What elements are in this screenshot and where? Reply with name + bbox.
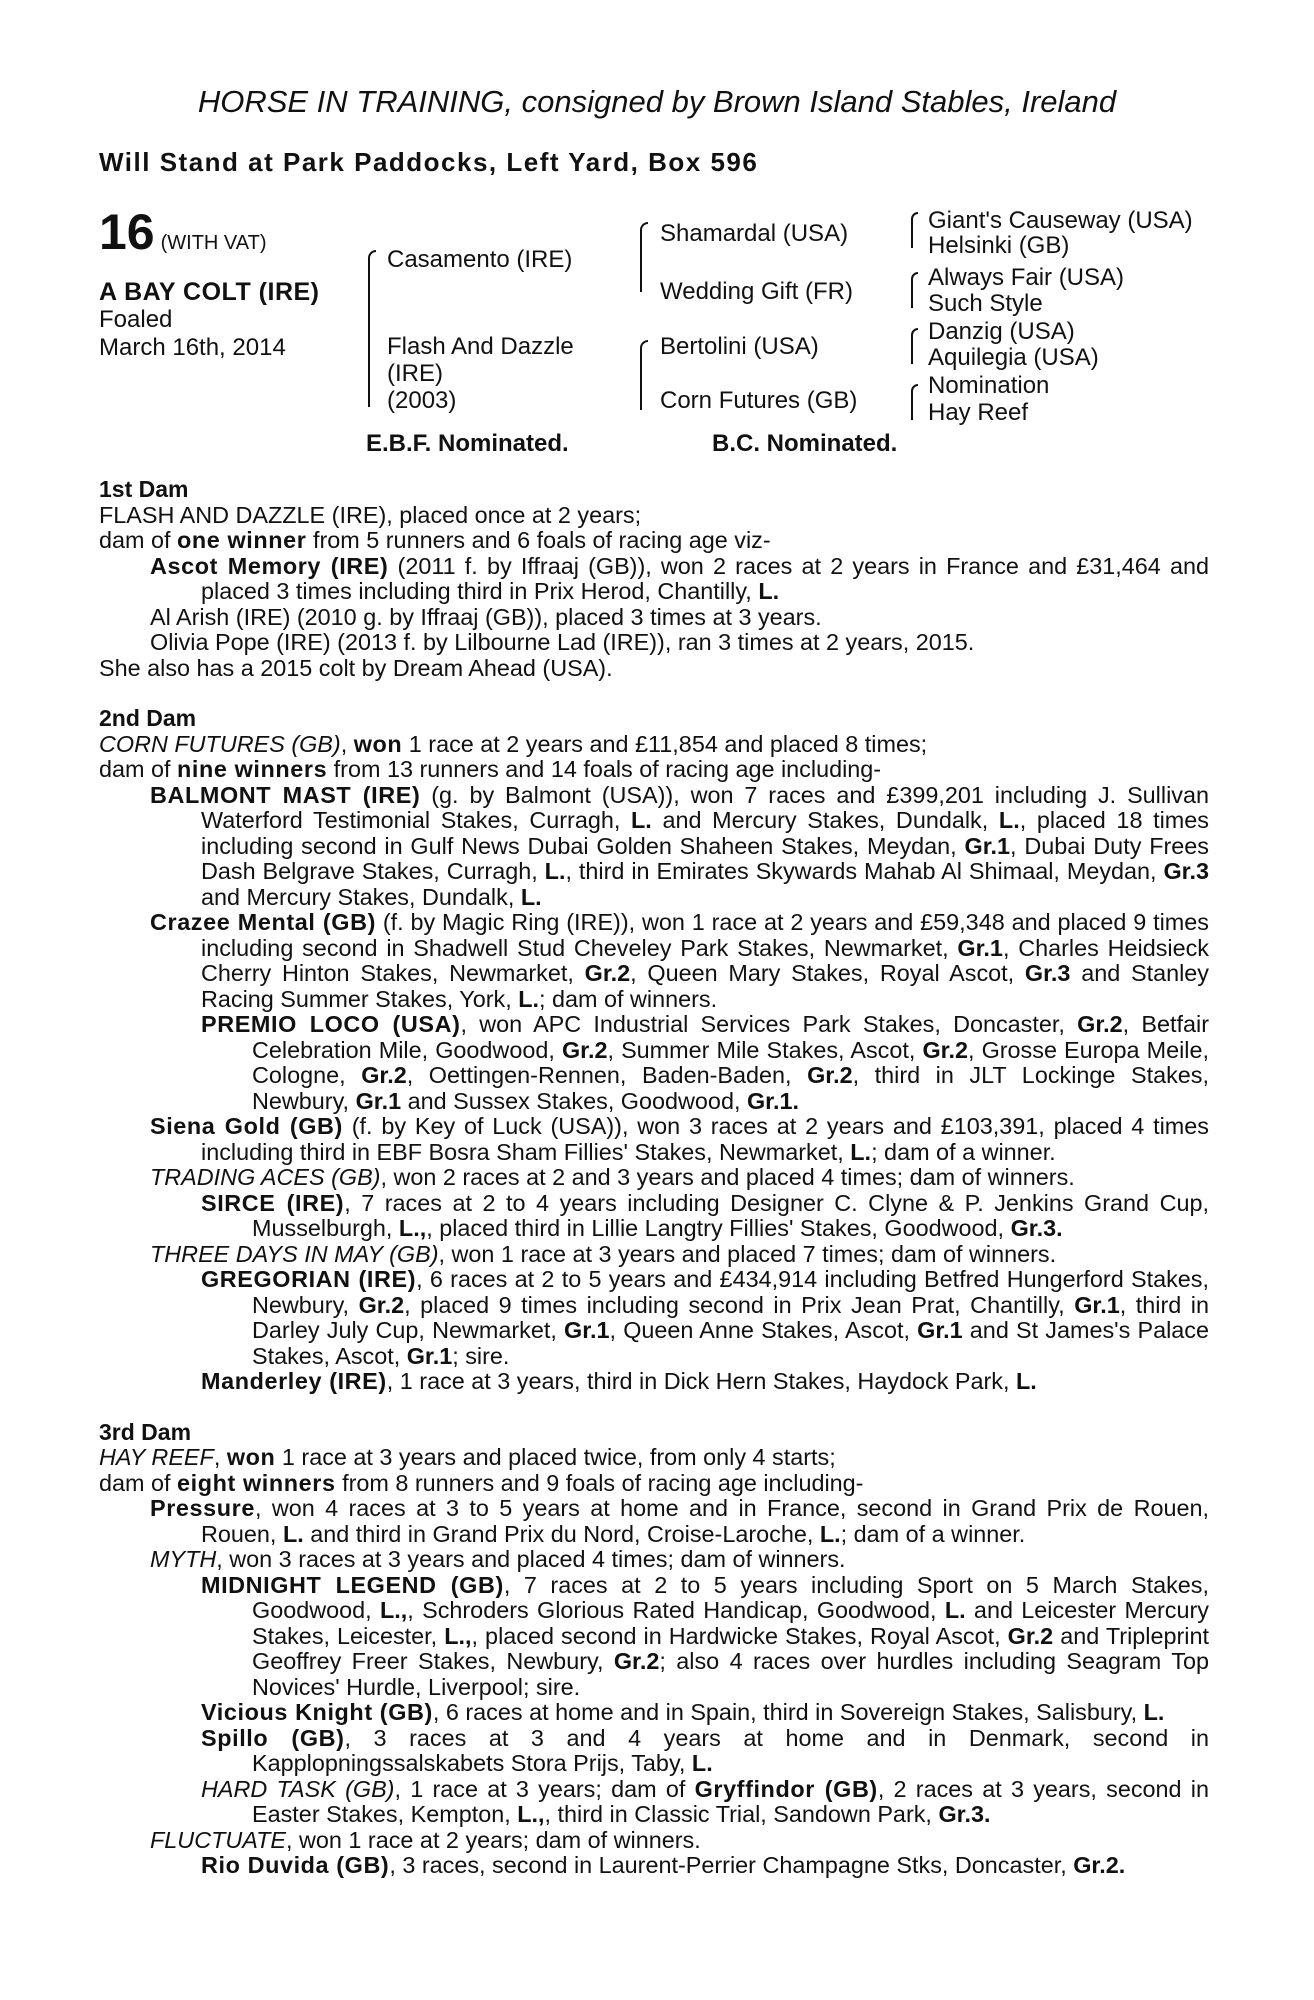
- dam-summary: FLASH AND DAZZLE (IRE), placed once at 2 years;: [99, 501, 642, 528]
- pedigree-dam-name: Flash And Dazzle: [387, 333, 574, 360]
- text: , 2 races at 3 years, second in Easter Stakes, Kempton,: [252, 1775, 1209, 1827]
- horse-name: HAY REEF: [99, 1444, 214, 1470]
- horse-name: SIRCE (IRE): [201, 1189, 345, 1216]
- text: , Betfair Celebration Mile, Goodwood,: [252, 1011, 1209, 1063]
- grade: L.,: [398, 1215, 427, 1241]
- bc-nomination: B.C. Nominated.: [712, 430, 898, 457]
- produce-entry: [150, 1496, 1209, 1547]
- grade: Gr.3.: [1010, 1215, 1063, 1241]
- horse-name: Rio Duvida (GB): [201, 1852, 390, 1878]
- horse-name: Spillo (GB): [201, 1724, 345, 1751]
- lot-heading: [99, 204, 267, 260]
- horse-name: Pressure: [150, 1495, 255, 1521]
- section-heading-3rd-dam: 3rd Dam: [99, 1418, 192, 1445]
- horse-name: Siena Gold (GB): [150, 1113, 343, 1139]
- grade: L.,: [517, 1801, 545, 1827]
- text: , placed 18 times including second in Gulf News Dubai Golden Shaheen Stakes, Meydan,: [201, 807, 1209, 859]
- grade: L.: [944, 1597, 966, 1623]
- text: , 3 races, second in Laurent-Perrier Champagne Stks, Doncaster,: [389, 1852, 1074, 1878]
- text: , won 1 race at 2 years; dam of winners.: [286, 1826, 701, 1853]
- pedigree-brace: [640, 340, 648, 410]
- text: , won APC Industrial Services Park Stakes, Doncaster,: [460, 1011, 1078, 1037]
- dam-produce-summary: [99, 757, 1209, 783]
- lot-description: A BAY COLT (IRE): [99, 278, 320, 306]
- foaled-date: March 16th, 2014: [99, 334, 286, 361]
- grade: Gr.2: [561, 1036, 608, 1063]
- horse-name: Gryffindor (GB): [694, 1775, 878, 1802]
- winner-count: one winner: [177, 527, 307, 553]
- dam-summary: [99, 1445, 1209, 1471]
- pedigree-brace: [640, 222, 648, 292]
- dam-produce-summary: [99, 1471, 1209, 1497]
- lot-number: 16: [99, 204, 155, 260]
- dam-produce-summary: [99, 528, 1209, 554]
- produce-entry: [201, 1369, 1209, 1395]
- consignor-header: HORSE IN TRAINING, consigned by Brown Island Stables, Ireland: [197, 84, 1117, 119]
- text: , Summer Mile Stakes, Ascot,: [607, 1036, 923, 1063]
- text: , Queen Anne Stakes, Ascot,: [609, 1317, 918, 1343]
- grade: L.: [518, 985, 540, 1012]
- text: ; dam of winners.: [539, 985, 718, 1012]
- pedigree-brace: [911, 384, 918, 420]
- grade: L.,: [379, 1597, 408, 1623]
- text: (f. by Key of Luck (USA)), won 3 races at 2 years and £103,391, placed 4 times including third in EBF Bosra Sham Fillies' Stakes, Newmarket,: [201, 1113, 1209, 1165]
- grade: Gr.1: [957, 934, 1003, 961]
- pedigree-sire: Casamento (IRE): [387, 246, 573, 273]
- produce-entry: [201, 1726, 1209, 1777]
- text: and Sussex Stakes, Goodwood,: [401, 1087, 747, 1114]
- text: dam of: [99, 756, 178, 782]
- grade: L.: [819, 1520, 841, 1547]
- pedigree-brace: [911, 212, 918, 248]
- grade: Gr.2: [1077, 1011, 1123, 1037]
- horse-name: CORN FUTURES (GB): [99, 730, 341, 757]
- grade: Gr.2: [613, 1648, 660, 1674]
- foaled-info: [99, 306, 286, 362]
- grade: L.: [282, 1520, 304, 1547]
- text: , 3 races at 3 and 4 years at home and in Denmark, second in Kapplopningssalskabets Stora Prijs, Taby,: [252, 1724, 1210, 1776]
- pedigree-g3-5: Danzig (USA): [928, 318, 1075, 345]
- text: and St James's Palace Stakes, Ascot,: [252, 1317, 1209, 1369]
- horse-name: Manderley (IRE): [201, 1368, 387, 1394]
- stabling-location: Will Stand at Park Paddocks, Left Yard, Box 596: [99, 147, 759, 177]
- grade: Gr.1: [564, 1317, 610, 1343]
- text: , third in Darley July Cup, Newmarket,: [252, 1291, 1209, 1343]
- horse-name: MIDNIGHT LEGEND (GB): [201, 1571, 504, 1598]
- dam-summary: [99, 732, 1209, 758]
- text: , 7 races at 2 to 5 years including Sport on 5 March Stakes, Goodwood,: [252, 1571, 1209, 1623]
- text: , 7 races at 2 to 4 years including Designer C. Clyne & P. Jenkins Grand Cup, Musselburgh,: [252, 1189, 1209, 1241]
- text: , Grosse Europa Meile, Cologne,: [252, 1036, 1209, 1088]
- text: , won 3 races at 3 years and placed 4 times; dam of winners.: [216, 1546, 846, 1572]
- produce-entry: [150, 554, 1209, 605]
- horse-name: FLUCTUATE: [150, 1826, 287, 1853]
- grade: L.: [998, 807, 1020, 833]
- text: , Charles Heidsieck Cherry Hinton Stakes, Newmarket,: [201, 934, 1209, 986]
- section-heading-2nd-dam: 2nd Dam: [99, 705, 197, 731]
- text: ; sire.: [452, 1342, 510, 1369]
- text: , placed second in Hardwicke Stakes, Royal Ascot,: [471, 1622, 1008, 1649]
- section-heading-1st-dam: 1st Dam: [99, 476, 189, 502]
- produce-entry: [201, 1267, 1209, 1369]
- produce-record: [99, 477, 1209, 1879]
- text: , won 2 races at 2 and 3 years and placed 4 times; dam of winners.: [380, 1164, 1075, 1190]
- produce-entry: [150, 910, 1209, 1012]
- pedigree-brace: [911, 328, 918, 364]
- winner-count: nine winners: [177, 756, 328, 782]
- text: 1 race at 3 years and placed twice, from only 4 starts;: [275, 1444, 836, 1470]
- vat-note: (WITH VAT): [160, 232, 267, 254]
- grade: Gr.2: [1007, 1622, 1054, 1649]
- grade: L.: [1143, 1699, 1165, 1725]
- text: and Tripleprint Geoffrey Freer Stakes, Newbury,: [252, 1622, 1209, 1674]
- text: , 6 races at 2 to 5 years and £434,914 including Betfred Hungerford Stakes, Newbury,: [252, 1266, 1209, 1318]
- text: , Oettingen-Rennen, Baden-Baden,: [406, 1062, 808, 1088]
- grade: Gr.1: [1074, 1291, 1120, 1318]
- text: , 1 race at 3 years; dam of: [394, 1775, 695, 1802]
- pedigree-brace: [368, 250, 376, 407]
- text: , Queen Mary Stakes, Royal Ascot,: [630, 960, 1025, 986]
- horse-name: PREMIO LOCO (USA): [201, 1011, 461, 1037]
- pedigree-g3-8: Hay Reef: [928, 399, 1029, 426]
- grade: Gr.2: [361, 1062, 407, 1088]
- text: , won 1 race at 3 years and placed 7 times; dam of winners.: [438, 1240, 1057, 1267]
- pedigree-g3-6: Aquilegia (USA): [928, 344, 1099, 371]
- horse-name: GREGORIAN (IRE): [201, 1266, 417, 1292]
- grade: Gr.1.: [746, 1087, 799, 1114]
- text: , third in Emirates Skywards Mahab Al Shimaal, Meydan,: [565, 858, 1164, 884]
- text: and third in Grand Prix du Nord, Croise-Laroche,: [303, 1520, 820, 1547]
- produce-entry: [150, 1242, 1209, 1268]
- text: ; dam of a winner.: [840, 1520, 1026, 1547]
- text: (g. by Balmont (USA)), won 7 races and £399,201 including J. Sullivan Waterford Testimonial Stakes, Curragh,: [201, 781, 1209, 833]
- horse-name: TRADING ACES (GB): [150, 1164, 381, 1190]
- grade: Gr.1: [406, 1342, 453, 1369]
- text: , third in Classic Trial, Sandown Park,: [544, 1801, 939, 1827]
- text: from 8 runners and 9 foals of racing age including-: [335, 1469, 864, 1496]
- winner-count: eight winners: [177, 1469, 336, 1496]
- text: , 1 race at 3 years, third in Dick Hern Stakes, Haydock Park,: [386, 1368, 1016, 1394]
- text: ,: [340, 730, 354, 757]
- text: , placed 9 times including second in Prix Jean Prat, Chantilly,: [404, 1291, 1075, 1318]
- produce-entry: [150, 1547, 1209, 1573]
- won-label: won: [353, 730, 403, 757]
- horse-name: THREE DAYS IN MAY (GB): [150, 1240, 439, 1267]
- pedigree-dam: [387, 333, 574, 414]
- text: , placed third in Lillie Langtry Fillies' Stakes, Goodwood,: [426, 1215, 1011, 1241]
- grade: Gr.2: [584, 960, 631, 986]
- text: ,: [213, 1444, 227, 1470]
- pedigree-g3-2: Helsinki (GB): [928, 232, 1070, 259]
- text: , third in JLT Lockinge Stakes, Newbury,: [252, 1062, 1209, 1114]
- pedigree-dam-sire: Bertolini (USA): [660, 333, 819, 360]
- grade: L.: [631, 807, 652, 833]
- grade: L.,: [444, 1622, 472, 1649]
- text: from 5 runners and 6 foals of racing age viz-: [306, 527, 771, 553]
- grade: L.: [691, 1750, 713, 1776]
- text: 1 race at 2 years and £11,854 and placed 8 times;: [402, 730, 928, 757]
- pedigree-g3-3: Always Fair (USA): [928, 264, 1125, 291]
- horse-name: Vicious Knight (GB): [201, 1699, 433, 1725]
- text: , Dubai Duty Frees Dash Belgrave Stakes, Curragh,: [201, 832, 1210, 884]
- text: and Leicester Mercury Stakes, Leicester,: [252, 1597, 1209, 1649]
- pedigree-dam-dam: Corn Futures (GB): [660, 387, 858, 414]
- produce-entry: [201, 1777, 1209, 1828]
- foaled-label: Foaled: [99, 306, 173, 333]
- text: (2011 f. by Iffraaj (GB)), won 2 races at 2 years in France and £31,464 and placed 3 times including third in Prix Herod, Chantilly,: [201, 552, 1210, 604]
- produce-entry: [201, 1573, 1209, 1701]
- grade: Gr.1: [964, 832, 1011, 859]
- grade: Gr.3.: [938, 1801, 991, 1827]
- text: ; also 4 races over hurdles including Seagram Top Novices' Hurdle, Liverpool; sire.: [252, 1648, 1209, 1700]
- grade: Gr.2: [922, 1036, 968, 1063]
- text: from 13 runners and 14 foals of racing age including-: [327, 756, 882, 782]
- text: dam of: [99, 1469, 178, 1496]
- text: and Stanley Racing Summer Stakes, York,: [201, 960, 1210, 1012]
- won-label: won: [226, 1444, 276, 1470]
- grade: L.: [850, 1138, 872, 1165]
- produce-note: She also has a 2015 colt by Dream Ahead (USA).: [99, 654, 613, 681]
- grade: L.: [758, 578, 780, 604]
- grade: Gr.1: [355, 1087, 402, 1114]
- horse-name: Ascot Memory (IRE): [150, 552, 389, 579]
- text: ; dam of a winner.: [871, 1138, 1056, 1165]
- grade: L.: [544, 858, 566, 884]
- text: and Mercury Stakes, Dundalk,: [651, 807, 999, 833]
- grade: Gr.1: [917, 1317, 963, 1343]
- pedigree-brace: [911, 272, 918, 308]
- grade: Gr.2: [807, 1062, 853, 1088]
- produce-entry: [201, 1191, 1209, 1242]
- produce-entry: Olivia Pope (IRE) (2013 f. by Lilbourne Lad (IRE)), ran 3 times at 2 years, 2015.: [150, 629, 975, 655]
- pedigree-dam-country: (IRE): [387, 360, 443, 387]
- text: , Schroders Glorious Rated Handicap, Goodwood,: [407, 1597, 945, 1623]
- text: and Mercury Stakes, Dundalk,: [201, 883, 521, 910]
- produce-entry: [150, 1165, 1209, 1191]
- grade: L.: [520, 883, 542, 910]
- grade: Gr.2.: [1073, 1852, 1126, 1878]
- horse-name: Crazee Mental (GB): [150, 909, 376, 935]
- grade: Gr.3: [1163, 858, 1209, 884]
- grade: Gr.2: [358, 1291, 405, 1318]
- horse-name: MYTH: [150, 1546, 217, 1572]
- horse-name: BALMONT MAST (IRE): [150, 781, 421, 808]
- produce-entry: [150, 783, 1209, 911]
- produce-entry: [150, 1828, 1209, 1854]
- produce-entry: [150, 1114, 1209, 1165]
- grade: L.: [1015, 1368, 1037, 1394]
- produce-entry: [201, 1853, 1209, 1879]
- text: dam of: [99, 527, 178, 553]
- produce-entry: [201, 1700, 1209, 1726]
- pedigree-g3-1: Giant's Causeway (USA): [928, 207, 1193, 234]
- text: , 6 races at home and in Spain, third in Sovereign Stakes, Salisbury,: [432, 1699, 1144, 1725]
- pedigree-sire-dam: Wedding Gift (FR): [660, 278, 853, 305]
- produce-entry: [201, 1012, 1209, 1114]
- horse-name: HARD TASK (GB): [201, 1775, 395, 1802]
- pedigree-dam-year: (2003): [387, 387, 457, 414]
- pedigree-g3-4: Such Style: [928, 290, 1043, 317]
- text: (f. by Magic Ring (IRE)), won 1 race at 2 years and £59,348 and placed 9 times including second in Shadwell Stud Cheveley Park Stakes, Newmarket,: [201, 909, 1209, 961]
- text: , won 4 races at 3 to 5 years at home and in France, second in Grand Prix de Rouen, Rouen,: [201, 1495, 1209, 1547]
- ebf-nomination: E.B.F. Nominated.: [366, 430, 569, 457]
- pedigree-sire-sire: Shamardal (USA): [660, 220, 849, 247]
- pedigree-g3-7: Nomination: [928, 372, 1050, 399]
- grade: Gr.3: [1024, 960, 1071, 986]
- produce-entry: Al Arish (IRE) (2010 g. by Iffraaj (GB)), placed 3 times at 3 years.: [150, 603, 822, 630]
